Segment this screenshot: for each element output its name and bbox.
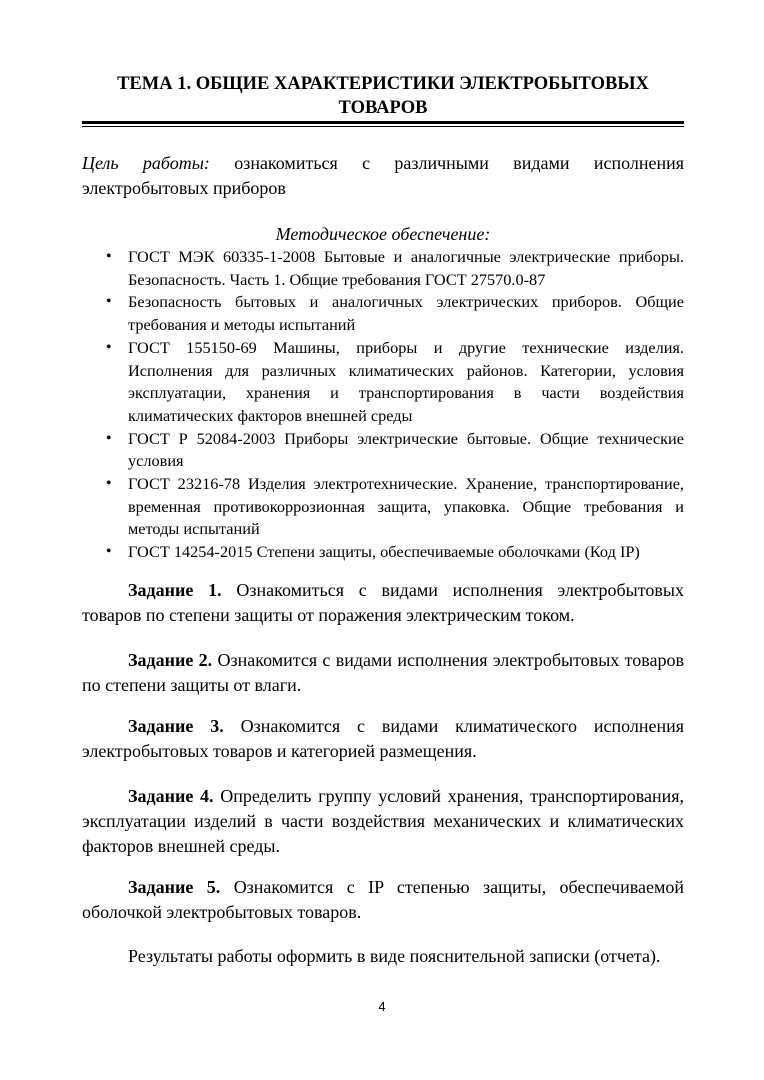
task-2 xyxy=(82,648,684,698)
task-label: Задание 5. xyxy=(128,877,221,897)
reference-text: ГОСТ 23216-78 Изделия электротехнические. Хранение, транспортирование, временная противокоррозионная защита, упаковка. Общие требования и методы испытаний xyxy=(128,474,684,539)
goal-paragraph xyxy=(82,151,684,201)
results-paragraph: Результаты работы оформить в виде пояснительной записки (отчета). xyxy=(128,946,661,966)
bullet-icon: • xyxy=(106,338,112,356)
methods-title: Методическое обеспечение: xyxy=(275,224,491,244)
task-3 xyxy=(82,714,684,764)
bullet-icon: • xyxy=(106,248,112,265)
reference-text: ГОСТ 14254-2015 Степени защиты, обеспечиваемые оболочками (Код IP) xyxy=(128,542,640,562)
task-label: Задание 2. xyxy=(128,650,213,670)
task-5 xyxy=(82,875,684,925)
reference-text: ГОСТ 155150-69 Машины, приборы и другие технические изделия. Исполнения для различных климатических районов. Категории, условия эксплуатации, хранения и транспортирования в части воздействия климатических факторов внешней среды xyxy=(128,337,684,425)
bullet-icon: • xyxy=(106,475,112,493)
reference-item xyxy=(82,428,684,473)
task-label: Задание 3. xyxy=(128,716,224,736)
reference-item xyxy=(82,246,684,291)
task-1 xyxy=(82,578,684,628)
task-text: Ознакомится с IP степенью защиты, обеспечиваемой оболочкой электробытовых товаров. xyxy=(82,877,684,922)
task-text: Ознакомится с видами климатического исполнения электробытовых товаров и категорией размещения. xyxy=(82,716,685,761)
task-text: Ознакомиться с видами исполнения электробытовых товаров по степени защиты от поражения электрическим током. xyxy=(82,580,684,625)
task-4 xyxy=(82,784,684,859)
reference-item xyxy=(82,541,684,564)
bullet-icon: • xyxy=(106,543,112,561)
task-label: Задание 1. xyxy=(128,580,222,600)
title-rule-thin xyxy=(82,126,684,127)
reference-text: Безопасность бытовых и аналогичных электрических приборов. Общие требования и методы испытаний xyxy=(128,292,684,335)
reference-text: ГОСТ МЭК 60335-1-2008 Бытовые и аналогичные электрические приборы. Безопасность. Часть 1. Общие требования ГОСТ 27570.0-87 xyxy=(128,247,684,289)
page-title-line-2: ТОВАРОВ xyxy=(338,98,428,118)
page-title-line-1: ТЕМА 1. ОБЩИЕ ХАРАКТЕРИСТИКИ ЭЛЕКТРОБЫТОВЫХ xyxy=(117,74,649,94)
reference-item xyxy=(82,337,684,428)
task-label: Задание 4. xyxy=(128,786,214,806)
bullet-icon: • xyxy=(106,293,112,311)
reference-item xyxy=(82,291,684,336)
task-text: Определить группу условий хранения, транспортирования, эксплуатации изделий в части воздействия механических и климатических факторов внешней среды. xyxy=(82,786,685,856)
reference-text: ГОСТ Р 52084-2003 Приборы электрические бытовые. Общие технические условия xyxy=(128,428,684,471)
bullet-icon: • xyxy=(106,429,112,447)
goal-text: ознакомиться с различными видами исполнения электробытовых приборов xyxy=(82,153,684,198)
task-text: Ознакомится с видами исполнения электробытовых товаров по степени защиты от влаги. xyxy=(82,650,685,695)
title-rule-thick xyxy=(82,121,684,124)
references-list xyxy=(82,246,684,564)
reference-item xyxy=(82,473,684,541)
goal-label: Цель работы: xyxy=(82,153,210,173)
page-number: 4 xyxy=(378,999,386,1014)
page-title xyxy=(82,72,684,120)
